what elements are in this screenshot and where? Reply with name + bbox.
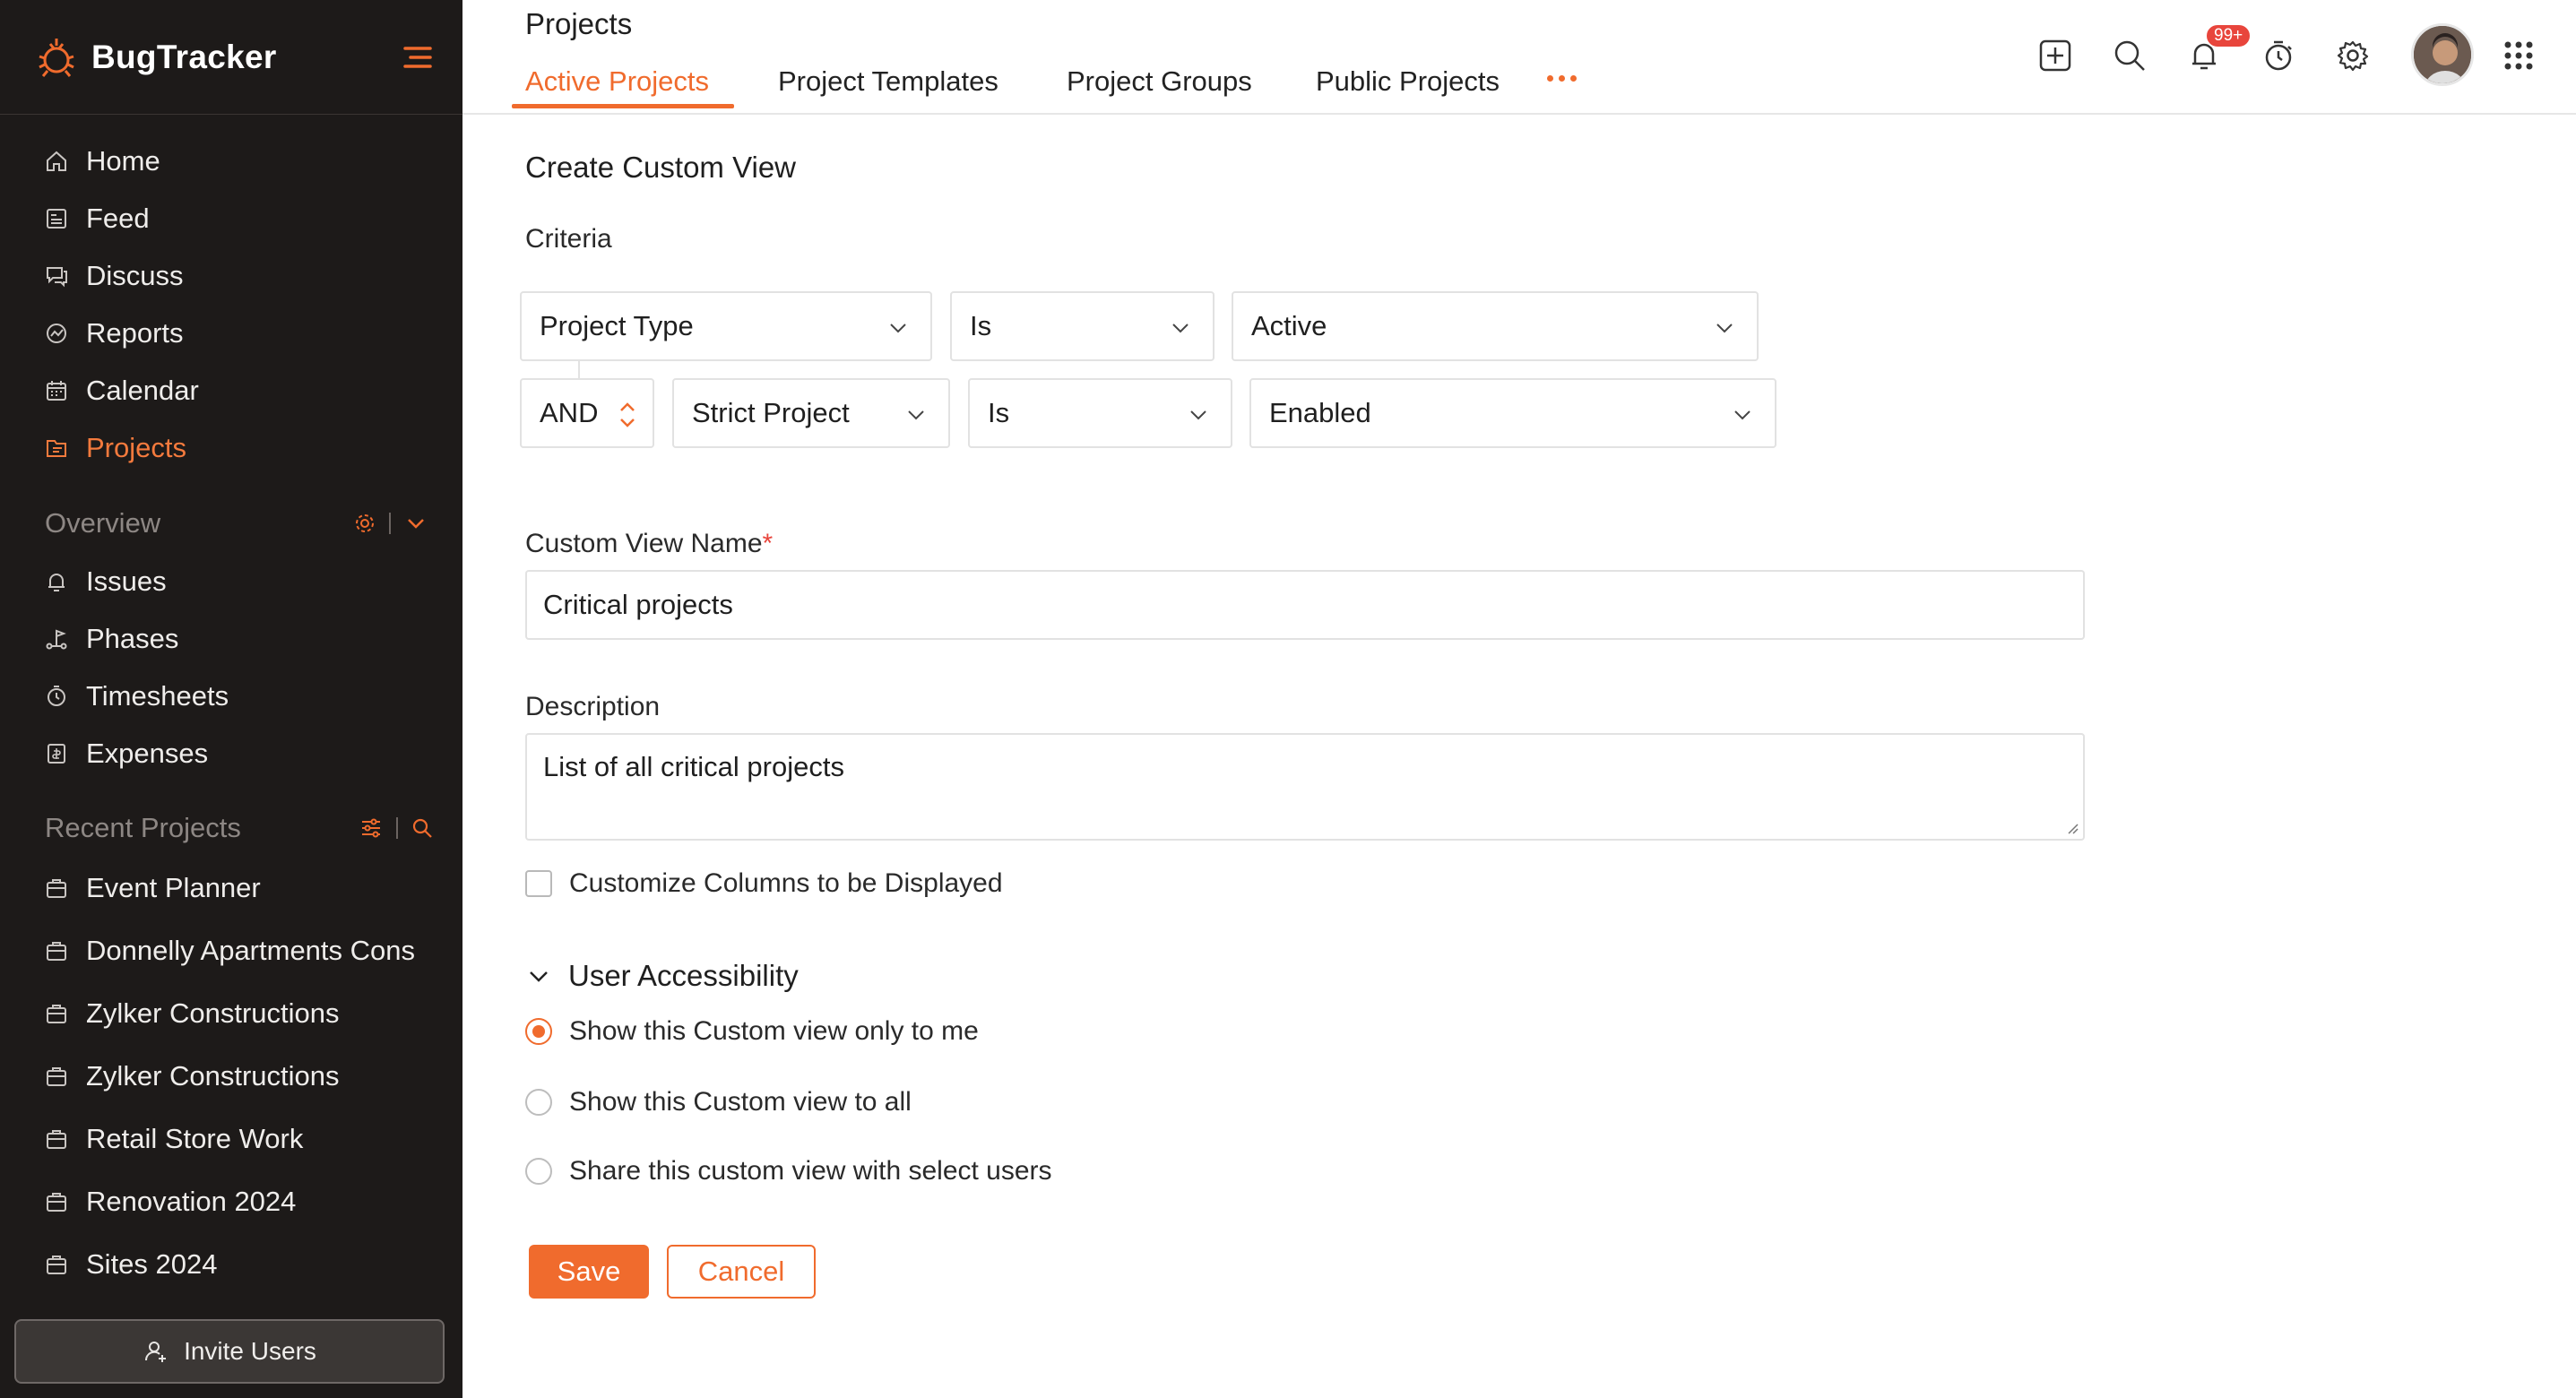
description-textarea[interactable] <box>525 733 2085 841</box>
sidebar-item-label: Feed <box>86 203 150 234</box>
discuss-icon <box>43 263 70 289</box>
radio-to-all[interactable] <box>525 1089 552 1116</box>
search-icon[interactable] <box>2110 36 2149 75</box>
custom-view-name-label: Custom View Name* <box>525 529 774 558</box>
briefcase-icon <box>43 1126 70 1152</box>
search-icon[interactable] <box>411 816 434 840</box>
projects-icon <box>43 435 70 462</box>
sidebar-item-label: Phases <box>86 623 179 654</box>
bell-icon <box>43 568 70 595</box>
topbar <box>462 0 2576 115</box>
sidebar-item-label: Projects <box>86 432 186 463</box>
tools-separator <box>389 513 391 534</box>
textarea-value: List of all critical projects <box>543 751 844 782</box>
tab-project-groups[interactable]: Project Groups <box>1067 65 1252 97</box>
chevron-down-icon <box>905 404 927 426</box>
radio-only-me[interactable] <box>525 1018 552 1045</box>
invite-users-button[interactable] <box>14 1319 445 1384</box>
select-value: Is <box>970 310 992 341</box>
tab-public-projects[interactable]: Public Projects <box>1316 65 1500 97</box>
briefcase-icon <box>43 1063 70 1090</box>
user-accessibility-title: User Accessibility <box>568 959 799 992</box>
sidebar-item-label: Home <box>86 145 160 177</box>
settings-gear-icon[interactable] <box>2333 36 2373 75</box>
overview-tools <box>353 504 428 543</box>
bug-logo-icon <box>34 35 79 80</box>
gear-icon[interactable] <box>353 512 376 535</box>
recent-project-item[interactable] <box>43 1242 437 1287</box>
chevron-down-icon <box>1732 404 1753 426</box>
select-value: Strict Project <box>692 397 850 428</box>
calendar-icon <box>43 377 70 404</box>
recent-tools <box>359 808 434 848</box>
user-avatar[interactable] <box>2411 23 2474 86</box>
invite-users-label: Invite Users <box>184 1337 316 1365</box>
sidebar-item-reports[interactable] <box>43 311 184 356</box>
radio-label-only-me[interactable]: Show this Custom view only to me <box>569 1016 979 1046</box>
conjunction-toggle[interactable] <box>520 378 654 448</box>
add-user-icon <box>143 1338 169 1365</box>
criteria-connector <box>578 360 580 378</box>
conjunction-value: AND <box>540 397 599 428</box>
filter-sliders-icon[interactable] <box>359 816 384 841</box>
briefcase-icon <box>43 937 70 964</box>
chevron-down-icon <box>1188 404 1209 426</box>
recent-project-item[interactable] <box>43 866 437 910</box>
sidebar-item-projects[interactable] <box>43 426 186 470</box>
overview-section-title: Overview <box>45 507 161 539</box>
save-button[interactable]: Save <box>529 1245 649 1299</box>
radio-label-select-users[interactable]: Share this custom view with select users <box>569 1156 1052 1186</box>
criteria-2-field-select[interactable] <box>672 378 950 448</box>
recent-project-item[interactable] <box>43 991 437 1036</box>
timer-icon <box>43 683 70 710</box>
sidebar-item-label: Discuss <box>86 260 184 291</box>
select-value: Is <box>988 397 1010 428</box>
tools-separator <box>396 817 398 839</box>
recent-project-label: Renovation 2024 <box>86 1186 297 1217</box>
description-label: Description <box>525 692 661 721</box>
recent-project-label: Sites 2024 <box>86 1248 218 1280</box>
receipt-icon <box>43 740 70 767</box>
reports-icon <box>43 320 70 347</box>
tab-active-projects[interactable]: Active Projects <box>525 65 710 97</box>
chevron-down-icon <box>887 317 909 339</box>
sidebar-item-label: Expenses <box>86 738 209 769</box>
sidebar-item-label: Issues <box>86 565 167 597</box>
cancel-button[interactable]: Cancel <box>667 1245 816 1299</box>
up-down-arrows-icon <box>617 400 638 430</box>
sidebar-item-expenses[interactable] <box>43 731 208 776</box>
sidebar-item-discuss[interactable] <box>43 254 184 298</box>
sidebar-item-label: Reports <box>86 317 184 349</box>
sidebar-item-phases[interactable] <box>43 617 178 661</box>
feed-icon <box>43 205 70 232</box>
menu-toggle-icon[interactable] <box>400 39 436 75</box>
recent-projects-title: Recent Projects <box>45 812 241 843</box>
briefcase-icon <box>43 875 70 902</box>
input-value: Critical projects <box>543 589 733 620</box>
brand[interactable] <box>34 30 277 84</box>
recent-project-label: Retail Store Work <box>86 1123 304 1154</box>
phases-icon <box>43 626 70 652</box>
criteria-label: Criteria <box>525 224 612 254</box>
customize-columns-label[interactable]: Customize Columns to be Displayed <box>569 868 1003 898</box>
criteria-2-operator-select[interactable] <box>968 378 1232 448</box>
recent-project-label: Donnelly Apartments Cons <box>86 935 416 966</box>
app-grid-icon[interactable] <box>2499 36 2538 75</box>
briefcase-icon <box>43 1188 70 1215</box>
briefcase-icon <box>43 1000 70 1027</box>
recent-project-item[interactable] <box>43 1054 437 1099</box>
recent-project-label: Zylker Constructions <box>86 997 340 1029</box>
select-value: Enabled <box>1269 397 1371 428</box>
sidebar-item-calendar[interactable] <box>43 368 199 413</box>
recent-project-item[interactable] <box>43 928 437 973</box>
chevron-down-icon <box>1170 317 1191 339</box>
select-value: Project Type <box>540 310 694 341</box>
briefcase-icon <box>43 1251 70 1278</box>
home-icon <box>43 148 70 175</box>
select-value: Active <box>1251 310 1327 341</box>
chevron-down-icon <box>525 962 552 989</box>
criteria-1-operator-select[interactable] <box>950 291 1215 361</box>
more-tabs-icon[interactable] <box>1547 65 1577 91</box>
user-accessibility-toggle[interactable] <box>525 959 799 993</box>
resize-grip-icon[interactable] <box>2065 821 2079 835</box>
timer-icon[interactable] <box>2259 36 2298 75</box>
criteria-2-value-select[interactable] <box>1249 378 1776 448</box>
sidebar-item-label: Calendar <box>86 375 199 406</box>
chevron-down-icon[interactable] <box>403 511 428 536</box>
recent-project-item[interactable] <box>43 1179 437 1224</box>
custom-view-name-input[interactable] <box>525 570 2085 640</box>
customize-columns-checkbox[interactable] <box>525 870 552 897</box>
tab-project-templates[interactable]: Project Templates <box>778 65 998 97</box>
sidebar-item-home[interactable] <box>43 139 160 184</box>
sidebar-divider <box>0 114 462 115</box>
page-title: Projects <box>525 7 633 40</box>
form-heading: Create Custom View <box>525 151 797 184</box>
active-tab-indicator <box>512 104 734 108</box>
sidebar-item-timesheets[interactable] <box>43 674 229 719</box>
recent-project-label: Zylker Constructions <box>86 1060 340 1092</box>
sidebar-item-feed[interactable] <box>43 196 150 241</box>
add-new-icon[interactable] <box>2036 36 2075 75</box>
required-marker: * <box>762 529 774 558</box>
recent-project-label: Event Planner <box>86 872 261 903</box>
recent-project-item[interactable] <box>43 1117 437 1161</box>
criteria-1-field-select[interactable] <box>520 291 932 361</box>
radio-select-users[interactable] <box>525 1158 552 1185</box>
notification-badge: 99+ <box>2205 23 2252 48</box>
sidebar-item-issues[interactable] <box>43 559 167 604</box>
criteria-1-value-select[interactable] <box>1232 291 1759 361</box>
app-name: BugTracker <box>91 39 277 75</box>
sidebar <box>0 0 462 1398</box>
sidebar-item-label: Timesheets <box>86 680 229 712</box>
radio-label-to-all[interactable]: Show this Custom view to all <box>569 1087 912 1117</box>
chevron-down-icon <box>1714 317 1735 339</box>
